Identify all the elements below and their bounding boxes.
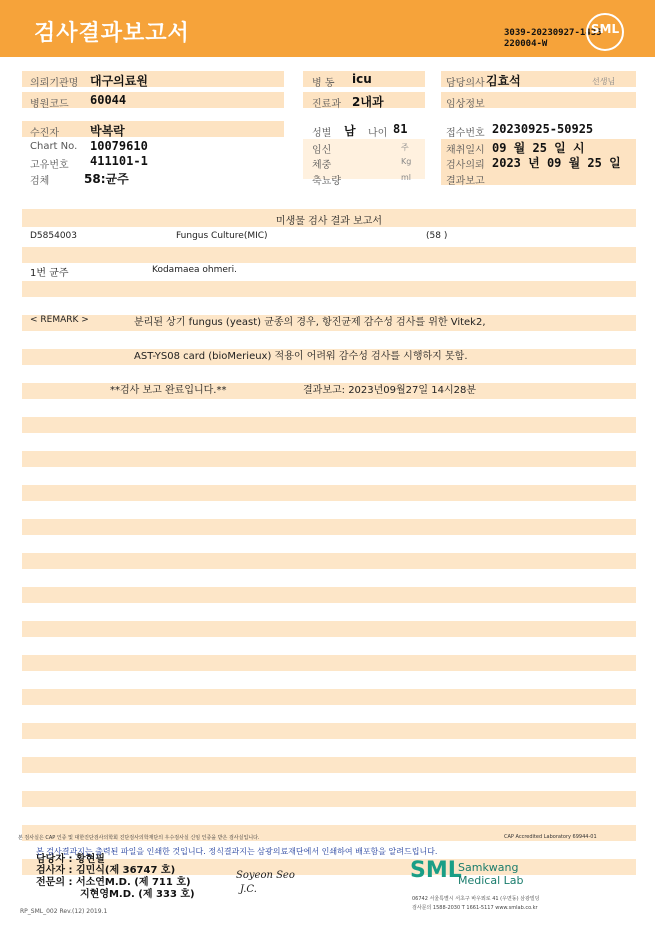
examiner: 검사자 : 김민식(제 36747 호) [36,865,176,876]
sex-label: 성별 [312,128,332,139]
stripe-row [22,621,636,637]
dept-label: 진료과 [312,99,341,110]
lab-name [458,861,524,887]
isolate-name: Kodamaea ohmeri. [152,265,237,275]
doc-no-line-2: 220004-W [504,39,548,49]
receipt-label: 접수번호 [446,128,485,139]
form-number: RP_SML_002 Rev.(12) 2019.1 [20,908,108,915]
remark-label: < REMARK > [30,315,89,325]
stripe-row [22,655,636,671]
chart-value: 10079610 [90,139,148,153]
test-code: D5854003 [30,231,78,241]
cap-note: CAP Accredited Laboratory 69944-01 [504,834,597,840]
chart-label: Chart No. [30,141,78,152]
age-label: 나이 [368,128,388,139]
specialist-1: 전문의 : 서소연M.D. (제 711 호) [36,877,191,888]
id-label: 고유번호 [30,160,69,171]
doctor-label: 담당의사 [446,78,485,89]
isolate-label: 1번 균주 [30,268,69,279]
urine-label: 축뇨량 [312,176,341,187]
test-spec: (58 ) [426,231,448,241]
remark-line-1: 분리된 상기 fungus (yeast) 균종의 경우, 항진균제 감수성 검사를 위한 Vitek2, [134,317,486,328]
req-inst-value: 대구의료원 [90,74,148,88]
req-inst-label: 의뢰기관명 [30,78,79,89]
lab-name-line-1: Samkwang [458,861,519,874]
stripe-row [22,519,636,535]
manager: 담당자 : 황현필 [36,854,105,865]
ward-label: 병 동 [312,78,335,89]
age-value: 81 [393,122,408,136]
clinical-label: 임상정보 [446,99,485,110]
signature-2: J.C. [240,884,257,895]
stripe-row [22,791,636,807]
signature-1: Soyeon Seo [236,870,295,881]
stripe-row [22,689,636,705]
lab-name-line-2: Medical Lab [458,874,524,887]
section-title: 미생물 검사 결과 보고서 [275,216,383,227]
stripe-row [22,553,636,569]
ward-value: icu [352,72,372,86]
stripe-row [22,485,636,501]
report-time: 결과보고: 2023년09월27일 14시28분 [303,385,477,396]
request-label: 검사의뢰 [446,160,485,171]
receipt-value: 20230925-50925 [492,122,594,136]
weight-label: 체중 [312,160,332,171]
lab-address: 06742 서울특별시 서초구 바우뫼로 41 (우면동) 삼광빌딩 [412,896,540,902]
dept-value: 2내과 [352,95,384,109]
test-name: Fungus Culture(MIC) [176,231,268,241]
specimen-value: 58:균주 [84,172,129,186]
lab-contact: 검사문의 1588-2030 T 1661-5117 www.smlab.co.kr [412,905,538,911]
id-value: 411101-1 [90,154,148,168]
specimen-label: 검체 [30,176,50,187]
urine-unit: ml [401,173,412,182]
stripe-row [22,723,636,739]
patient-value: 박복락 [90,124,125,138]
complete-text: **검사 보고 완료입니다.** [110,385,227,396]
remark-line-2: AST-YS08 card (bioMerieux) 적용이 어려워 감수성 검사를 시행하지 못함. [134,351,468,362]
patient-label: 수진자 [30,128,59,139]
specialist-2: 지현영M.D. (제 333 호) [80,889,195,900]
report-label: 결과보고 [446,176,485,187]
lab-logo-icon: SML [410,858,462,883]
hosp-code-label: 병원코드 [30,99,69,110]
weight-unit: Kg [401,157,412,166]
page-title: 검사결과보고서 [34,21,190,46]
stripe-row [22,451,636,467]
preg-unit: 주 [401,143,409,152]
collect-value: 09 월 25 일 시 [492,141,585,155]
doctor-value: 김효석 [486,74,521,88]
stripe-row [22,281,636,297]
stripe-row [22,417,636,433]
request-value: 2023 년 09 월 25 일 [492,156,621,170]
band [22,121,284,137]
stripe-row [22,247,636,263]
certification-note: 본 검사실은 CAP 인증 및 대한진단검사의학회 진단검사의학재단의 우수검사실 신임 인증을 받은 검사실입니다. [18,835,260,841]
collect-label: 채취일시 [446,145,485,156]
sml-logo-text: SML [590,22,620,36]
stripe-row [22,587,636,603]
doc-no-line-1: 3039-20230927-1435 [504,28,602,38]
hosp-code-value: 60044 [90,93,127,107]
doctor-suffix: 선생님 [592,77,616,86]
sex-value: 남 [344,124,356,138]
stripe-row [22,757,636,773]
preg-label: 임신 [312,145,332,156]
print-notice: 본 검사결과지는 출력된 파일을 인쇄한 것입니다. 정식결과지는 삼광의료재단에서 인쇄하여 배포함을 알려드립니다. [36,847,438,856]
